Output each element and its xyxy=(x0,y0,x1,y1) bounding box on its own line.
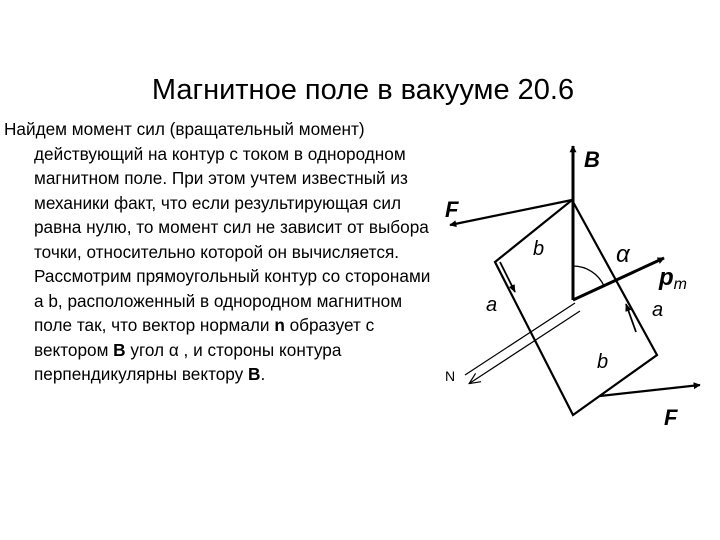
vector-b-second: B xyxy=(248,364,261,384)
force-f-top-arrow xyxy=(450,200,572,225)
main-paragraph xyxy=(4,117,434,387)
current-loop-figure xyxy=(440,130,710,440)
b-vector-label: B xyxy=(584,147,600,172)
vector-b: B xyxy=(113,339,126,360)
pm-vector-label xyxy=(658,264,687,293)
force-f-top-label: F xyxy=(445,197,459,222)
side-b-top-label: b xyxy=(533,238,545,260)
force-f-bottom-arrow xyxy=(600,385,700,396)
side-a-right-label: a xyxy=(652,299,664,321)
body-text xyxy=(4,117,434,387)
alpha-symbol: α xyxy=(168,339,179,360)
force-f-bottom-label: F xyxy=(664,405,678,430)
alpha-arc xyxy=(573,266,604,286)
paragraph-text-3: угол xyxy=(125,339,169,360)
paragraph-text-2: образует с вектором xyxy=(34,315,375,360)
alpha-label: α xyxy=(616,241,630,268)
paragraph-text-1: Найдем момент сил (вращательный момент) действующий на контур с током в однородном магнитном поле. При этом учтем известный из механики факт, что если результирующая сил равна нулю, то момент сил не зависит от выбора точки, относительно которой он вычисляется. Рассмотрим прямоугольный контур со сторонами a b, расположенный в однородном магнитном поле так, что вектор нормали xyxy=(4,119,431,335)
slide-title: Магнитное поле в вакууме 20.6 xyxy=(151,74,575,106)
vector-n: n xyxy=(274,315,285,335)
pm-subscript: m xyxy=(673,276,687,293)
current-loop-rectangle xyxy=(495,200,657,415)
side-a-left-label: a xyxy=(486,294,498,316)
side-b-bottom-label: b xyxy=(597,351,609,373)
normal-axis-line-1 xyxy=(465,303,575,375)
paragraph-text-5: . xyxy=(260,364,266,384)
paragraph-text-4: , и стороны контура перпендикулярны вектору xyxy=(34,339,342,384)
normal-axis-label: N xyxy=(445,368,456,384)
pm-main-letter: p xyxy=(659,264,674,291)
